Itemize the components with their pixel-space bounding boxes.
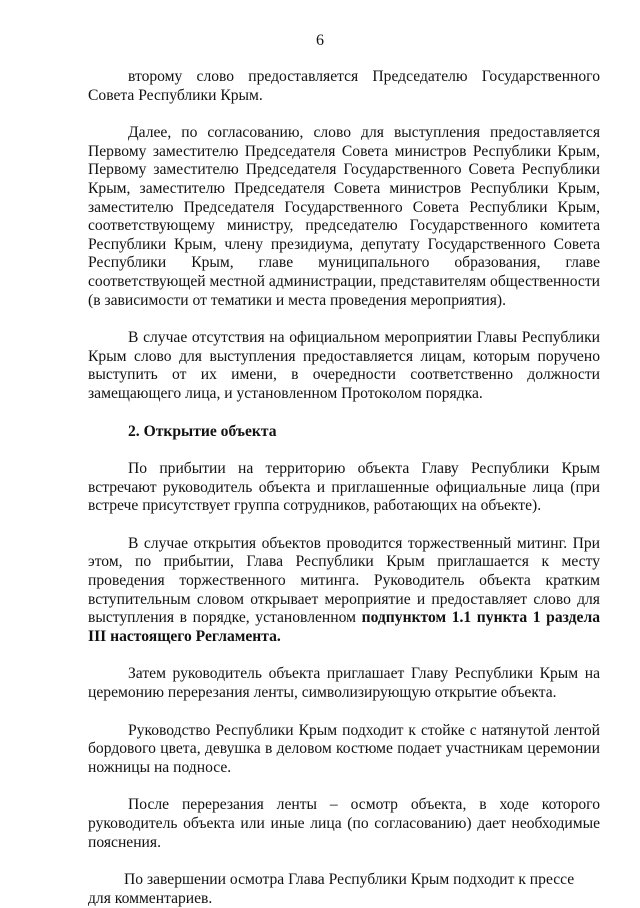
paragraph-5-bold-reference: подпунктом 1.1 пункта 1 раздела III настоящего Регламента. (88, 609, 600, 645)
paragraph-1: второму слово предоставляется Председателю Государственного Совета Республики Крым. (88, 68, 600, 104)
paragraph-2: Далее, по согласованию, слово для выступления предоставляется Первому заместителю Председателя Совета министров Республики Крым, Первому заместителю Председателя Государственного Совета Республики Крым, заместителю Председателя Совета министров Республики Крым, заместителю Председателя Государственного Совета Республики Крым, соответствующему министру, председателю Государственного комитета Республики Крым, члену президиума, депутату Государственного Совета Республики Крым, главе муниципального образования, главе соответствующей местной администрации, представителям общественности (в зависимости от тематики и места проведения мероприятия). (88, 124, 600, 309)
section-heading: 2. Открытие объекта (128, 422, 277, 440)
paragraph-5 (88, 535, 600, 647)
paragraph-5-text: В случае открытия объектов проводится торжественный митинг. При этом, по прибытии, Глава Республики Крым приглашается к месту проведения торжественного митинга. Руководитель объекта кратким вступительным словом открывает мероприятие и предоставляет слово для выступления в порядке, установленном (88, 534, 600, 627)
paragraph-9: По завершении осмотра Глава Республики Крым подходит к прессе для комментариев. (88, 871, 575, 907)
paragraph-7: Руководство Республики Крым подходит к стойке с натянутой лентой бордового цвета, девушка в деловом костюме подает участникам церемонии ножницы на подносе. (88, 721, 600, 776)
paragraph-6: Затем руководитель объекта приглашает Главу Республики Крым на церемонию перерезания ленты, символизирующую открытие объекта. (88, 665, 600, 702)
document-body (88, 68, 600, 908)
paragraph-3: В случае отсутствия на официальном мероприятии Главы Республики Крым слово для выступления предоставляется лицам, которым поручено выступить от их имени, в очередности соответственно должности замещающего лица, и установленном Протоколом порядка. (88, 329, 600, 402)
page-number: 6 (316, 32, 324, 49)
paragraph-8: После перерезания ленты – осмотр объекта, в ходе которого руководитель объекта или иные лица (по согласованию) дает необходимые пояснения. (88, 796, 600, 851)
paragraph-4: По прибытии на территорию объекта Главу Республики Крым встречают руководитель объекта и приглашенные официальные лица (при встрече присутствует группа сотрудников, работающих на объекте). (88, 460, 600, 515)
